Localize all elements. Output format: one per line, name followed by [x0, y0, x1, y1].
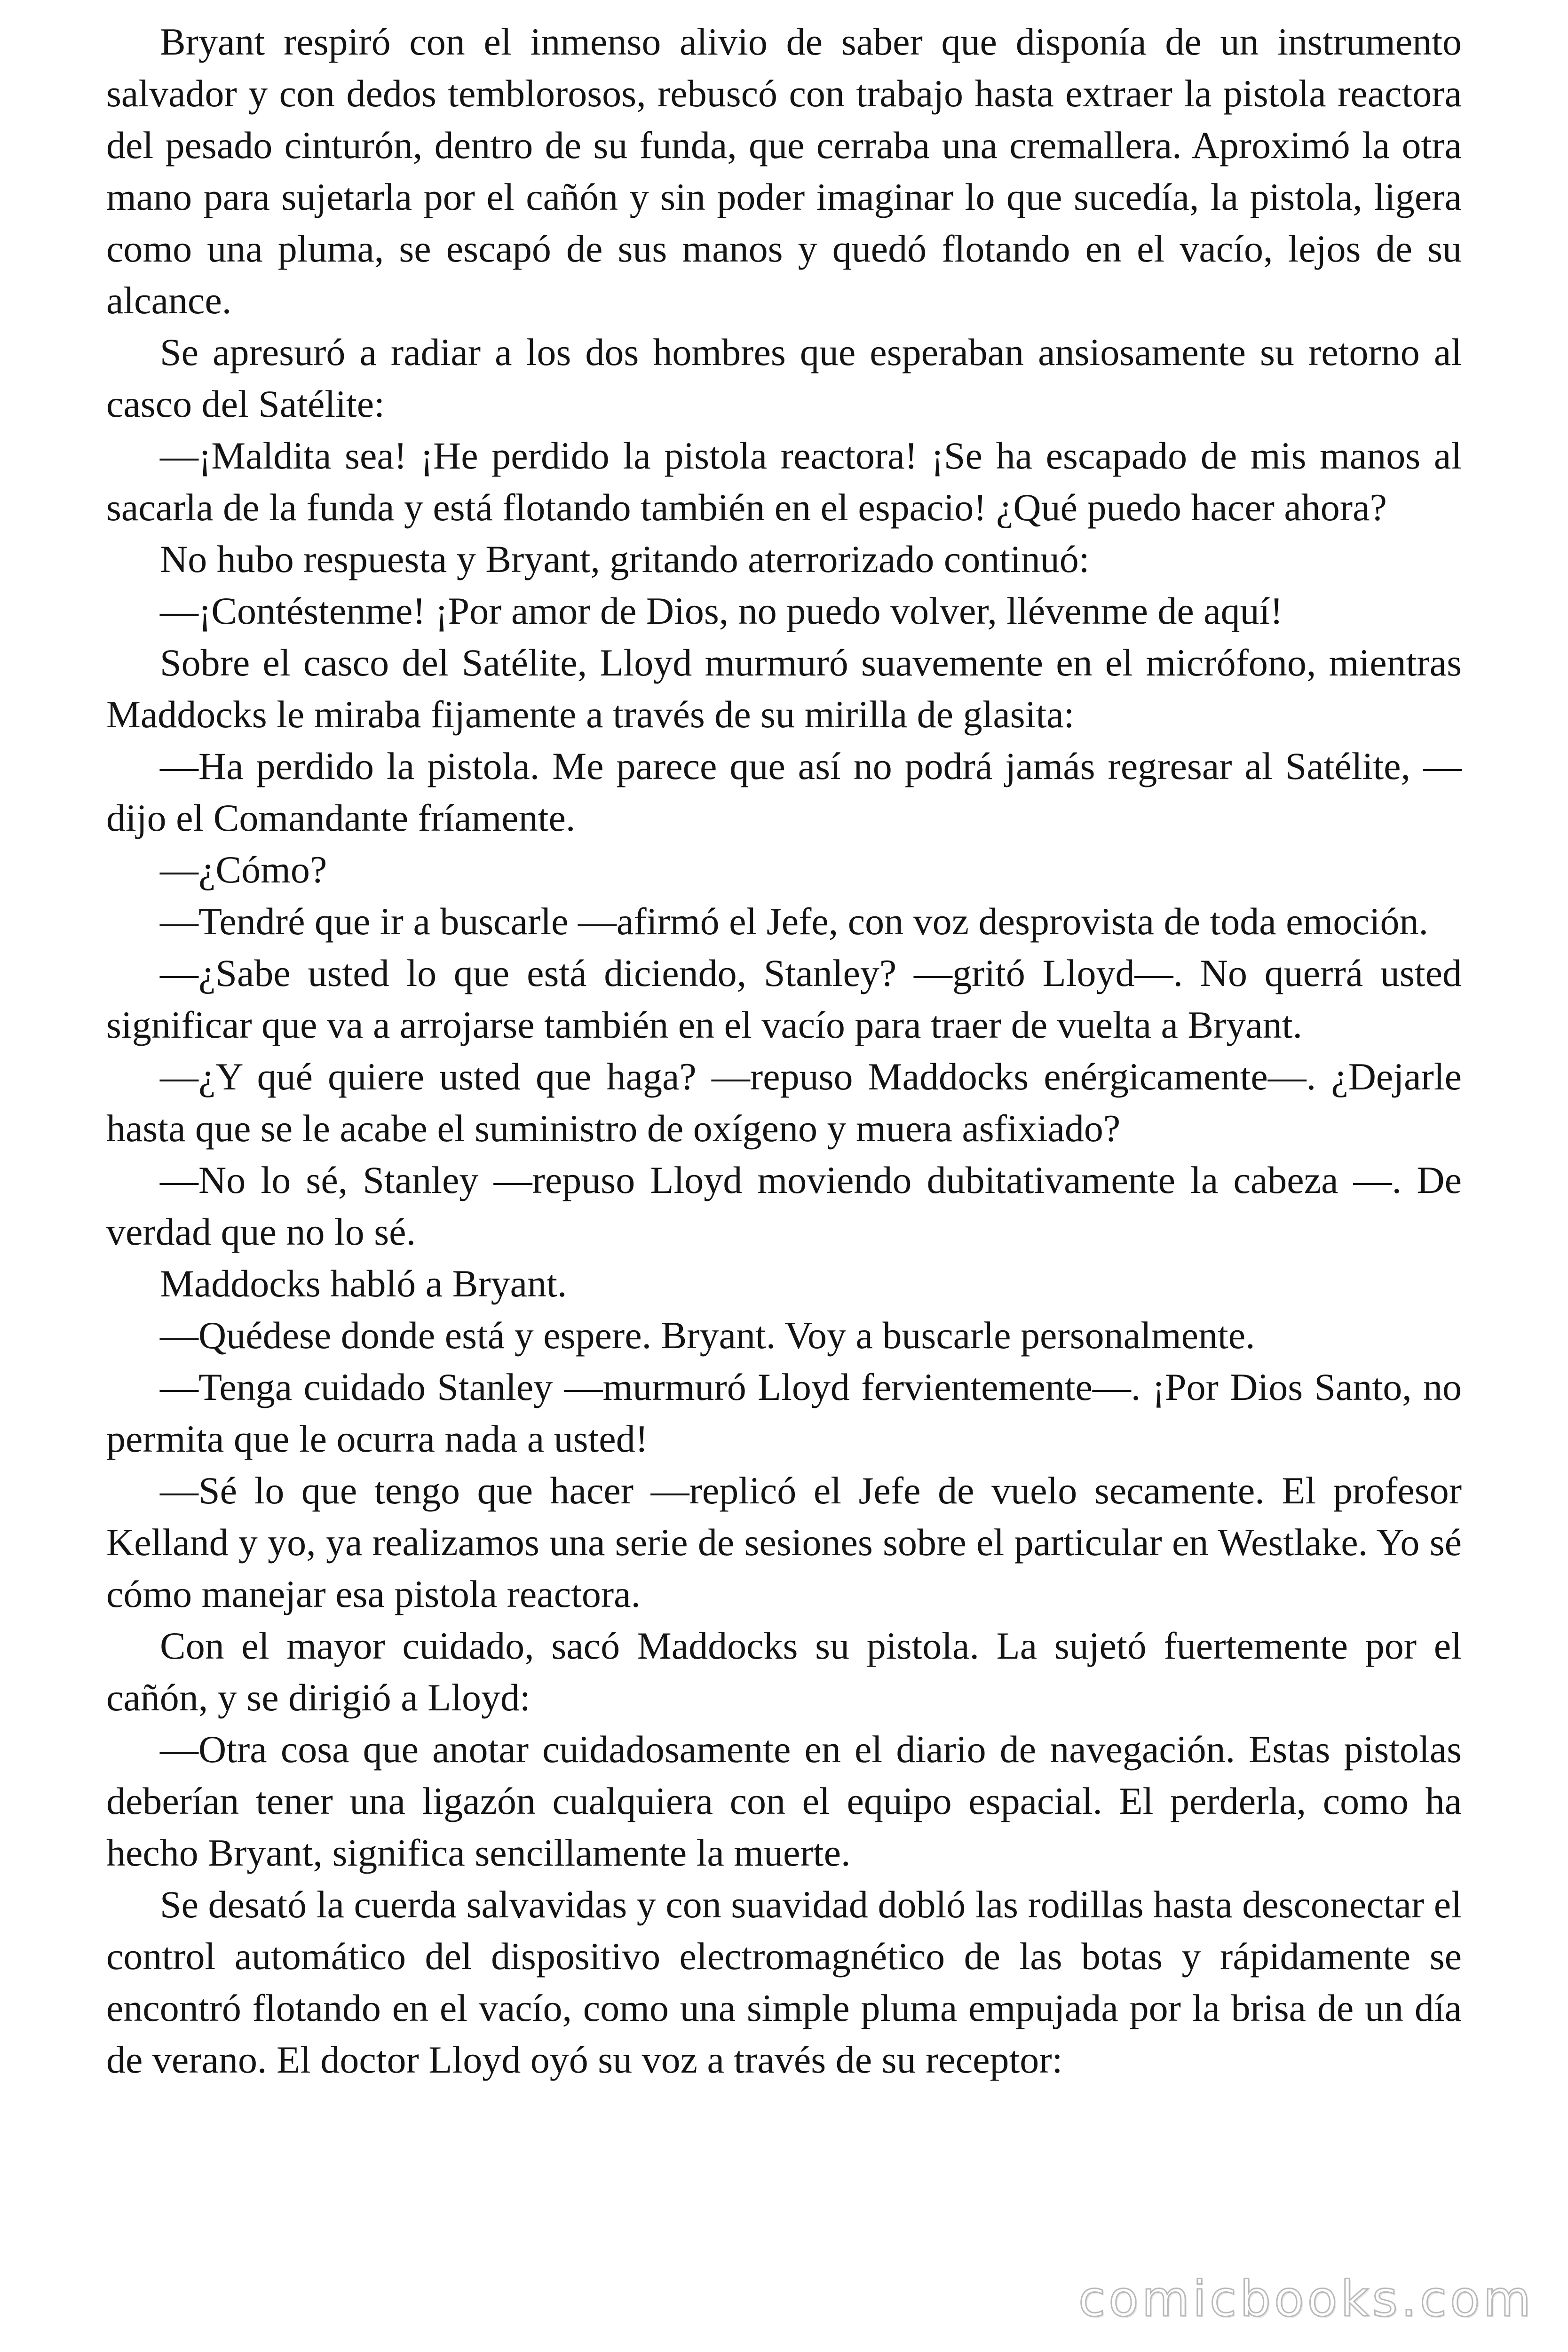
- paragraph-16: —Sé lo que tengo que hacer —replicó el Jefe de vuelo secamente. El profesor Kelland y yo, ya realizamos una serie de sesiones sobre el particular en Westlake. Yo sé cómo manejar esa pistola reactora.: [106, 1469, 1462, 1615]
- paragraph-12: —No lo sé, Stanley —repuso Lloyd moviendo dubitativamente la cabeza —. De verdad que no lo sé.: [106, 1159, 1462, 1253]
- book-page-text: [106, 16, 1462, 2086]
- paragraph-9: —Tendré que ir a buscarle —afirmó el Jefe, con voz desprovista de toda emoción.: [160, 900, 1428, 943]
- watermark: comicbooks.com: [1078, 2270, 1534, 2328]
- paragraph-11: —¿Y qué quiere usted que haga? —repuso Maddocks enérgicamente—. ¿Dejarle hasta que se le acabe el suministro de oxígeno y muera asfixiado?: [106, 1055, 1462, 1150]
- paragraph-14: —Quédese donde está y espere. Bryant. Voy a buscarle personalmente.: [160, 1314, 1255, 1357]
- paragraph-5: —¡Contéstenme! ¡Por amor de Dios, no puedo volver, llévenme de aquí!: [160, 589, 1283, 632]
- paragraph-19: Se desató la cuerda salvavidas y con suavidad dobló las rodillas hasta desconectar el control automático del dispositivo electromagnético de las botas y rápidamente se encontró flotando en el vacío, como una simple pluma empujada por la brisa de un día de verano. El doctor Lloyd oyó su voz a través de su receptor:: [106, 1883, 1462, 2081]
- paragraph-15: —Tenga cuidado Stanley —murmuró Lloyd fervientemente—. ¡Por Dios Santo, no permita que le ocurra nada a usted!: [106, 1366, 1462, 1460]
- paragraph-8: —¿Cómo?: [160, 848, 327, 891]
- paragraph-7: —Ha perdido la pistola. Me parece que así no podrá jamás regresar al Satélite, —dijo el Comandante fríamente.: [106, 745, 1462, 839]
- paragraph-4: No hubo respuesta y Bryant, gritando aterrorizado continuó:: [160, 538, 1090, 580]
- paragraph-18: —Otra cosa que anotar cuidadosamente en el diario de navegación. Estas pistolas deberían tener una ligazón cualquiera con el equipo espacial. El perderla, como ha hecho Bryant, significa sencillamente la muerte.: [106, 1728, 1462, 1874]
- paragraph-1: Bryant respiró con el inmenso alivio de saber que disponía de un instrumento salvador y con dedos temblorosos, rebuscó con trabajo hasta extraer la pistola reactora del pesado cinturón, dentro de su funda, que cerraba una cremallera. Aproximó la otra mano para sujetarla por el cañón y sin poder imaginar lo que sucedía, la pistola, ligera como una pluma, se escapó de sus manos y quedó flotando en el vacío, lejos de su alcance.: [106, 20, 1462, 322]
- paragraph-2: Se apresuró a radiar a los dos hombres que esperaban ansiosamente su retorno al casco del Satélite:: [106, 331, 1462, 425]
- paragraph-13: Maddocks habló a Bryant.: [160, 1262, 567, 1305]
- paragraph-3: —¡Maldita sea! ¡He perdido la pistola reactora! ¡Se ha escapado de mis manos al sacarla de la funda y está flotando también en el espacio! ¿Qué puedo hacer ahora?: [106, 434, 1462, 529]
- paragraph-17: Con el mayor cuidado, sacó Maddocks su pistola. La sujetó fuertemente por el cañón, y se dirigió a Lloyd:: [106, 1624, 1462, 1719]
- paragraph-6: Sobre el casco del Satélite, Lloyd murmuró suavemente en el micrófono, mientras Maddocks le miraba fijamente a través de su mirilla de glasita:: [106, 641, 1462, 736]
- paragraph-10: —¿Sabe usted lo que está diciendo, Stanley? —gritó Lloyd—. No querrá usted significar que va a arrojarse también en el vacío para traer de vuelta a Bryant.: [106, 952, 1462, 1046]
